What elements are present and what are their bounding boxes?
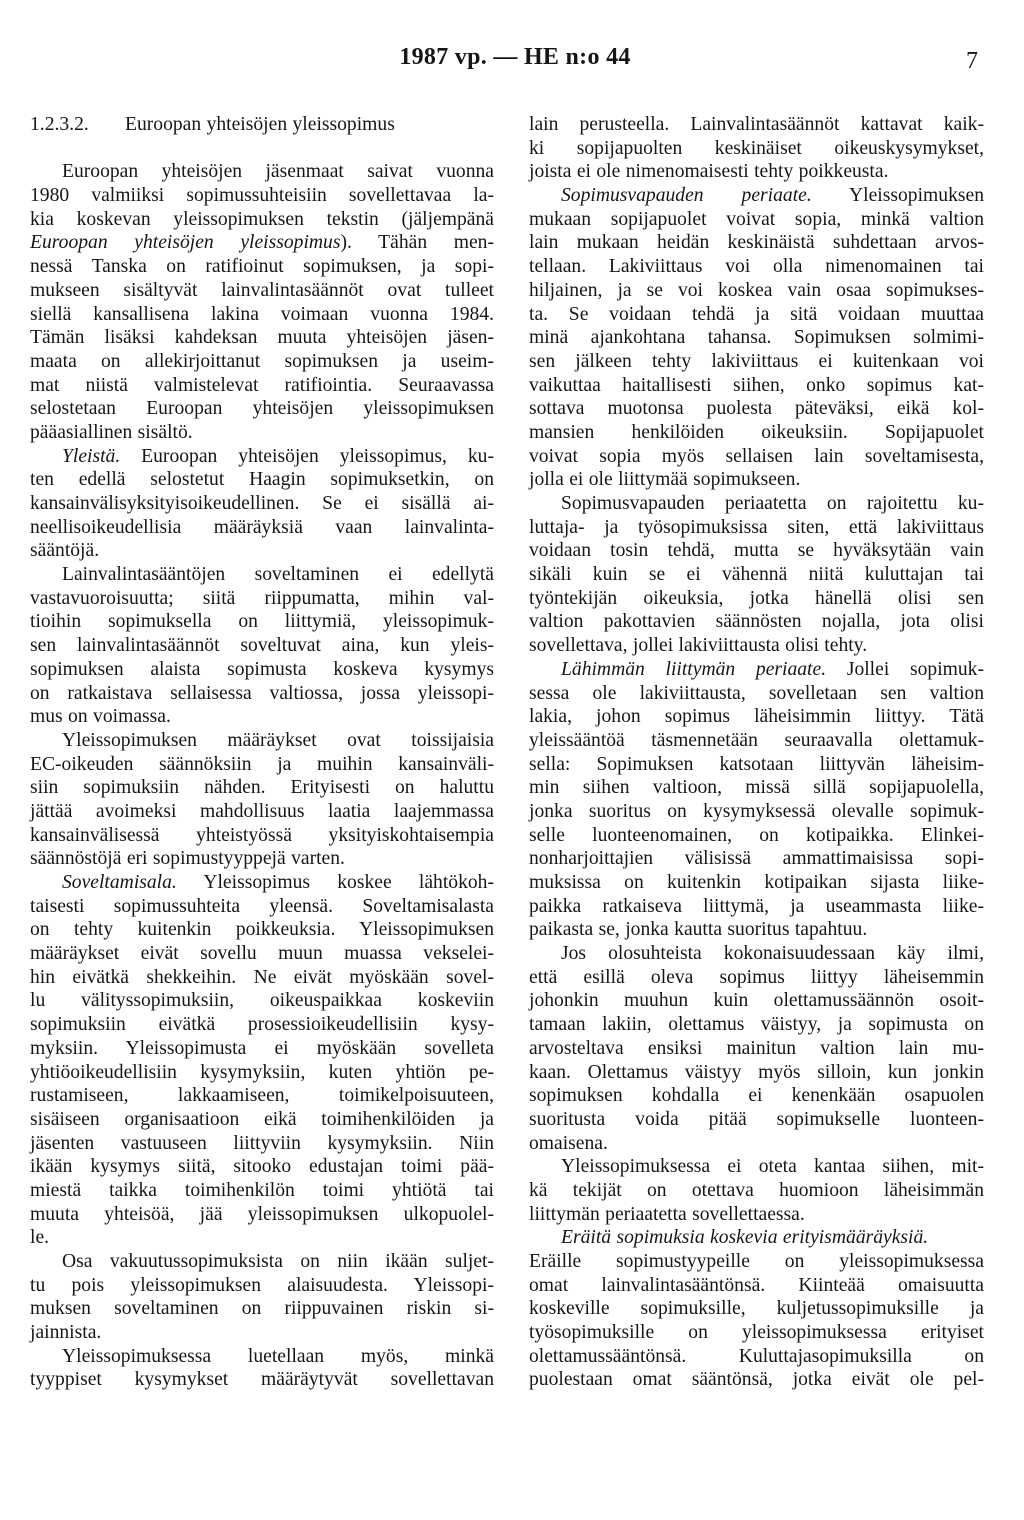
text-line: tellaan. Lakiviittaus voi olla nimenomainen tai [529,256,984,278]
paragraph [529,942,984,1155]
text-line: nonharjoittajien välisissä ammattimaisissa sopi- [529,848,984,870]
text-line: jättää avoimeksi mahdollisuus laatia laajemmassa [30,800,494,822]
right-column [529,113,984,1392]
text-line: lain mukaan heidän keskinäistä suhdettaan arvos- [529,232,984,254]
text-line: Yleissopimuksessa ei oteta kantaa siihen, mit- [561,1156,984,1178]
text-line: sessa ole lakiviittausta, sovelletaan sen valtion [529,682,984,704]
text-line: mansien henkilöiden oikeuksiin. Sopijapuolet [529,421,984,443]
text-line: tyyppiset kysymykset määräytyvät sovellettavan [30,1369,494,1391]
italic-lead: Yleistä. [62,445,121,467]
text-line: lu välityssopimuksiin, oikeuspaikkaa koskeviin [30,990,494,1012]
paragraph [529,1155,984,1226]
text-line: hiljainen, ja se voi koskea vain osaa sopimukses- [529,279,984,301]
text-line: sen lainvalintasäännöt soveltuvat aina, kun yleis- [30,635,494,657]
italic-lead: Soveltamisala. [62,872,177,893]
text-line: säännöstöjä eri sopimustyyppejä varten. [30,848,345,870]
text-line: jainnista. [30,1322,102,1344]
running-head: 1987 vp. — HE n:o 44 [399,44,631,70]
paragraph [30,1345,494,1392]
text-line: Jos olosuhteista kokonaisuudessaan käy ilmi, [561,943,984,965]
text-line: sovellettava, jollei lakiviittausta olisi tehty. [529,635,868,657]
text-line: vaikuttaa haitallisesti siihen, onko sopimus kat- [529,374,984,396]
text-line: minä ajankohtana tahansa. Sopimuksen solmimi- [529,327,984,349]
text-line: siellä kansallisena lakina voimaan vuonna 1984. [30,303,494,325]
paragraph [529,184,984,492]
paragraph [529,113,984,184]
text-line: Osa vakuutussopimuksista on niin ikään suljet- [62,1251,494,1272]
text-line: Euroopan yhteisöjen jäsenmaat saivat vuonna [62,161,494,183]
left-column [30,113,494,1392]
text-line: mat niistä valmistelevat ratifiointia. Seuraavassa [30,374,494,396]
text-line: suoritusta voida pitää sopimukselle luonteen- [529,1108,984,1130]
text-line: tioihin sopimuksella on liittymiä, yleissopimuk- [30,611,494,633]
text-line: mus on voimassa. [30,706,171,728]
text-line: tamaan lakiin, olettamus väistyy, ja sopimusta on [529,1014,984,1036]
text-line [30,445,494,469]
paragraph [30,729,494,871]
paragraph [30,871,494,1250]
text-line: Tämän lisäksi kahdeksan muuta yhteisöjen jäsen- [30,327,494,349]
text-line: Yleissopimuksessa luetellaan myös, minkä [62,1345,494,1367]
text-line: pääasiallinen sisältö. [30,421,193,443]
text-line: kaan. Olettamus väistyy myös silloin, kun jonkin [529,1061,984,1083]
text-line: työntekijän oikeuksia, jotka hänellä olisi sen [529,587,984,609]
text-line: Yleissopimuksen määräykset ovat toissijaisia [62,729,494,751]
text-line: rustamiseen, lakkaamiseen, toimikelpoisuuteen, [30,1085,494,1107]
text-line: selle luonteenomainen, on kotipaikka. Elinkei- [529,824,984,846]
text-line: muksissa on kuitenkin kotipaikan sijasta liike- [529,872,984,893]
text-line: omat lainvalintasääntönsä. Kiinteää omaisuutta [529,1274,984,1296]
text-line: ikään kysymys siitä, sitooko edustajan toimi pää- [30,1156,494,1178]
text-line: Lainvalintasääntöjen soveltaminen ei edellytä [62,564,494,586]
text-line: omaisena. [529,1132,608,1154]
text-line: lain perusteella. Lainvalintasäännöt kattavat kaik- [529,114,984,135]
section-number: 1.2.3.2. [30,114,89,135]
text-line: kansainvälisyksityisoikeudellinen. Se ei sisällä ai- [30,493,494,514]
text-line: myksiin. Yleissopimusta ei myöskään sovelleta [30,1037,494,1059]
text-line: Eräille sopimustyypeille on yleissopimuksessa [529,1251,984,1272]
text-line: paikka ratkaiseva liittymä, ja useammasta liike- [529,895,984,917]
paragraph [529,492,984,658]
paragraph [30,563,494,729]
text-line: voidaan tosin tehdä, mutta se hyväksytään vain [529,540,984,562]
page-header [0,44,1024,80]
text-line: selostetaan Euroopan yhteisöjen yleissopimuksen [30,398,494,420]
text-line: sella: Sopimuksen katsotaan liittyvän läheisim- [529,753,984,775]
text-line: liittymän periaatetta sovellettaessa. [529,1203,805,1225]
text-line [529,658,984,682]
text-line: vastavuoroisuutta; siitä riippumatta, mihin val- [30,587,494,609]
text-line: kia koskevan yleissopimuksen tekstin (jäljempänä [30,208,494,230]
text-line: että esillä oleva sopimus liittyy läheisemmin [529,966,984,988]
text-line: jonka suoritus on kysymyksessä olevalle sopimuk- [529,800,984,822]
text-line: mukseen sisältyvät lainvalintasäännöt ovat tulleet [30,279,494,301]
italic-lead: Eräitä sopimuksia koskevia erityismääräyksiä. [561,1227,929,1249]
text-line: sääntöjä. [30,540,100,562]
text-line: taisesti sopimussuhteita yleensä. Soveltamisalasta [30,895,494,917]
text-line: olettamussääntönsä. Kuluttajasopimuksilla on [529,1345,984,1367]
paragraph [30,445,494,563]
text-line: 1980 valmiiksi sopimussuhteisiin sovellettavaa la- [30,185,494,207]
text-line: puolestaan omat sääntönsä, jotka eivät ole pel- [529,1369,984,1391]
text-line: sikäli kuin se ei vähennä niitä kuluttajan tai [529,564,984,586]
paragraph [30,1250,494,1345]
text-line: ten edellä selostetut Haagin sopimuksetkin, on [30,469,494,491]
text-line: EC-oikeuden säännöksiin ja muihin kansainväli- [30,753,494,775]
text-line: sottava muotonsa puolesta päteväksi, eikä kol- [529,398,984,420]
line-rest: ). Tähän men- [340,232,494,254]
text-line: le. [30,1227,50,1249]
text-line: muksen soveltaminen on riippuvainen riskin si- [30,1298,494,1320]
text-line: on tehty kuitenkin poikkeuksia. Yleissopimuksen [30,919,494,941]
text-line: sopimuksen alaista sopimusta koskeva kysymys [30,658,494,680]
text-line: voivat sopia myös sellaisen lain soveltamisesta, [529,445,984,467]
text-line: jolla ei ole liittymää sopimukseen. [529,469,801,491]
text-line: ki sopijapuolten keskinäiset oikeuskysymykset, [529,137,984,159]
text-line: koskeville sopimuksille, kuljetussopimuksille ja [529,1298,984,1320]
page-number: 7 [966,48,978,74]
text-line: min siihen valtioon, missä sillä sopijapuolella, [529,777,984,799]
italic-lead: Sopimusvapauden periaate. [561,185,812,207]
line-rest: Yleissopimuksen [811,185,984,207]
paragraph [529,1226,984,1392]
text-line: mukaan sopijapuolet voivat sopia, minkä valtion [529,208,984,230]
text-line: sen jälkeen tehty lakiviittaus ei kuitenkaan voi [529,350,984,372]
text-line: valtion pakottavien säännösten nojalla, jota olisi [529,611,984,633]
text-line: sopimuksiin eivätkä prosessioikeudellisiin kysy- [30,1014,494,1036]
paragraph [529,658,984,942]
line-rest: Yleissopimus koskee lähtökoh- [176,872,494,893]
text-line [529,184,984,208]
text-line: paikasta se, jonka kautta suoritus tapahtuu. [529,919,868,941]
text-line: on ratkaistava sellaisessa valtiossa, jossa yleissopi- [30,682,494,704]
heading-spacer [30,137,494,161]
text-line: kansainvälisessä yhteistyössä yksityiskohtaisempia [30,824,494,846]
text-line: lakia, johon sopimus läheisimmin liittyy. Tätä [529,706,984,728]
text-line: yhtiöoikeudellisiin kysymyksiin, kuten yhtiön pe- [30,1061,494,1083]
text-line: joista ei ole nimenomaisesti tehty poikkeusta. [529,161,889,183]
text-line: johonkin muuhun kuin olettamussäännön osoit- [529,990,984,1012]
text-line [30,231,494,255]
text-line: määräykset eivät sovellu muun muassa vekselei- [30,943,494,965]
text-line: siin sopimuksiin nähden. Erityisesti on haluttu [30,777,494,799]
text-line: nessä Tanska on ratifioinut sopimuksen, ja sopi- [30,256,494,278]
text-line: Sopimusvapauden periaatetta on rajoitettu ku- [561,493,984,514]
line-rest: Euroopan yhteisöjen yleissopimus, ku- [120,445,494,467]
text-line: tu pois yleissopimuksen alaisuudesta. Yleissopi- [30,1274,494,1296]
text-line: työsopimuksille on yleissopimuksessa erityiset [529,1322,984,1344]
text-line: sisäiseen organisaatioon eikä toimihenkilöiden ja [30,1108,494,1130]
text-line: miestä taikka toimihenkilön toimi yhtiötä tai [30,1179,494,1201]
text-line: jäsenten vastuuseen liittyviin kysymyksiin. Niin [30,1132,494,1154]
text-line: maata on allekirjoittanut sopimuksen ja useim- [30,350,494,372]
text-line: luttaja- ja työsopimuksissa siten, että lakiviittaus [529,516,984,538]
italic-lead: Lähimmän liittymän periaate. [561,658,827,680]
italic-lead: Euroopan yhteisöjen yleissopimus [30,232,341,254]
section-heading [30,113,494,137]
text-line: hin eivätkä shekkeihin. Ne eivät myöskään sovel- [30,966,494,988]
section-title: Euroopan yhteisöjen yleissopimus [125,114,395,135]
text-line: sopimuksen kohdalla ei kenenkään osapuolen [529,1085,984,1107]
text-line: ta. Se voidaan tehdä ja sitä voidaan muuttaa [529,303,984,325]
text-line: arvosteltava ensiksi mainitun valtion lain mu- [529,1037,984,1059]
text-line [30,871,494,895]
text-line: yleissääntöä täsmennetään seuraavalla olettamuk- [529,729,984,751]
paragraph [30,160,494,444]
text-line: muuta yhteisöä, jää yleissopimuksen ulkopuolel- [30,1203,494,1225]
text-line: kä tekijät on otettava huomioon läheisimmän [529,1179,984,1201]
line-rest: Jollei sopimuk- [826,658,984,680]
text-line [529,1226,984,1250]
text-line: neellisoikeudellisia määräyksiä vaan lainvalinta- [30,516,494,538]
